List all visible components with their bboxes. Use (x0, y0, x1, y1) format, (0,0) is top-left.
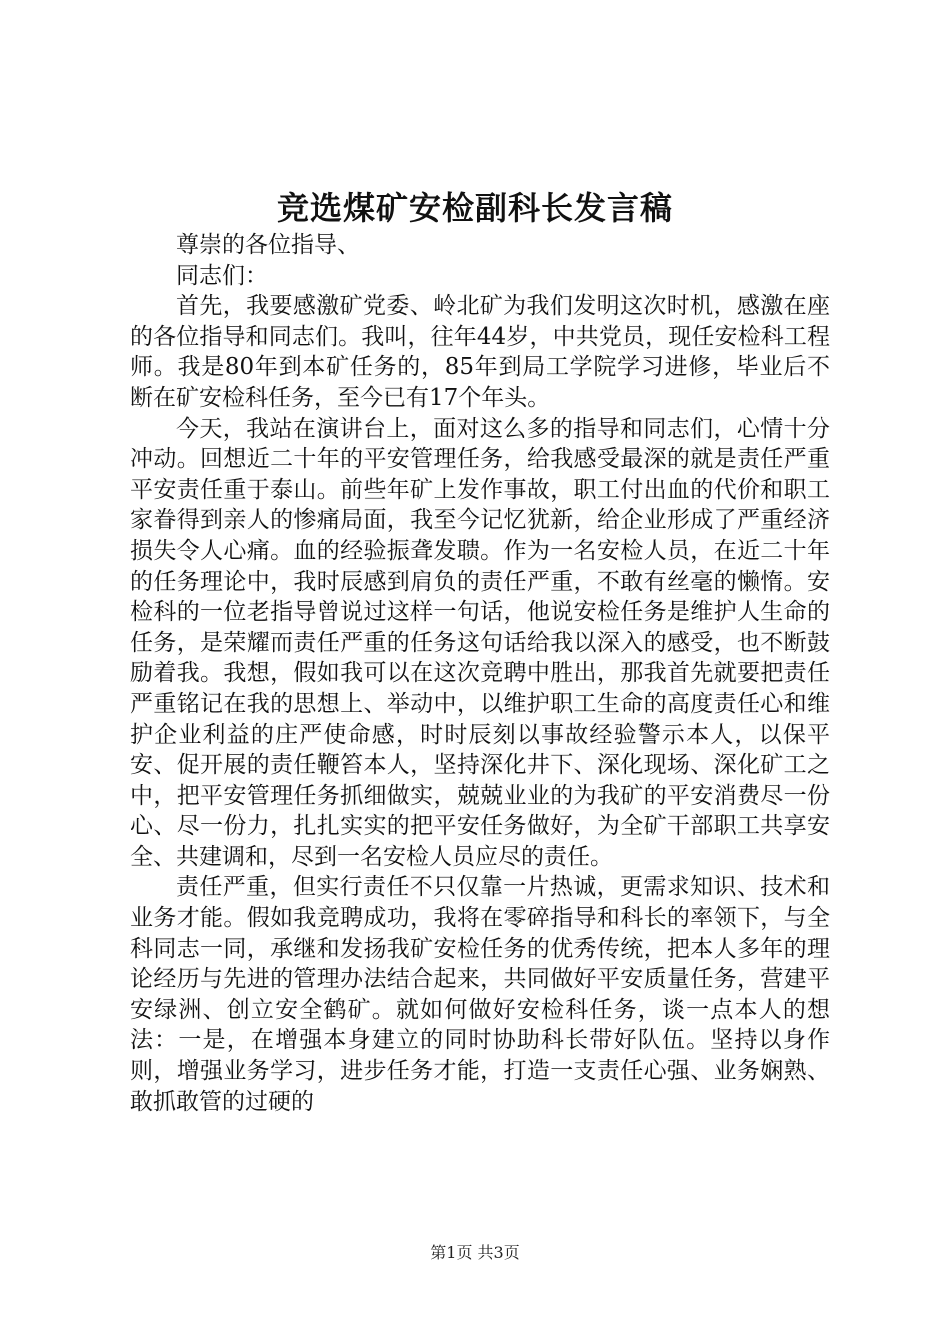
salutation-line-1: 尊崇的各位指导、 (176, 232, 360, 258)
document-title: 竞选煤矿安检副科长发言稿 (276, 189, 673, 227)
salutation-line-2: 同志们： (176, 262, 268, 289)
paragraph-introduction: 首先，我要感激矿党委、岭北矿为我们发明这次时机，感激在座的各位指导和同志们。我叫，往年44岁，中共党员，现任安检科工程师。我是80年到本矿任务的，85年到局工学院学习进修，毕业后不断在矿安检科任务，至今已有17个年头。 (130, 293, 830, 411)
page-footer: 第1页 共3页 (430, 1243, 520, 1262)
document-body (130, 230, 830, 1117)
paragraph-responsibility: 今天，我站在演讲台上，面对这么多的指导和同志们，心情十分冲动。回想近二十年的平安管理任务，给我感受最深的就是责任严重平安责任重于泰山。前些年矿上发作事故，职工付出血的代价和职工家眷得到亲人的惨痛局面，我至今记忆犹新，给企业形成了严重经济损失令人心痛。血的经验振聋发聩。作为一名安检人员，在近二十年的任务理论中，我时辰感到肩负的责任严重，不敢有丝毫的懒惰。安检科的一位老指导曾说过这样一句话，他说安检任务是维护人生命的任务，是荣耀而责任严重的任务这句话给我以深入的感受，也不断鼓励着我。我想，假如我可以在这次竞聘中胜出，那我首先就要把责任严重铭记在我的思想上、举动中，以维护职工生命的高度责任心和维护企业利益的庄严使命感，时时辰刻以事故经验警示本人，以保平安、促开展的责任鞭笞本人，坚持深化井下、深化现场、深化矿工之中，把平安管理任务抓细做实，兢兢业业的为我矿的平安消费尽一份心、尽一份力，扎扎实实的把平安任务做好，为全矿干部职工共享安全、共建调和，尽到一名安检人员应尽的责任。 (130, 415, 830, 870)
paragraph-plan: 责任严重，但实行责任不只仅靠一片热诚，更需求知识、技术和业务才能。假如我竞聘成功，我将在零碎指导和科长的率领下，与全科同志一同，承继和发扬我矿安检任务的优秀传统，把本人多年的理论经历与先进的管理办法结合起来，共同做好平安质量任务，营建平安绿洲、创立安全鹤矿。就如何做好安检科任务，谈一点本人的想法：一是，在增强本身建立的同时协助科长带好队伍。坚持以身作则，增强业务学习，进步任务才能，打造一支责任心强、业务娴熟、敢抓敢管的过硬的 (130, 874, 830, 1115)
